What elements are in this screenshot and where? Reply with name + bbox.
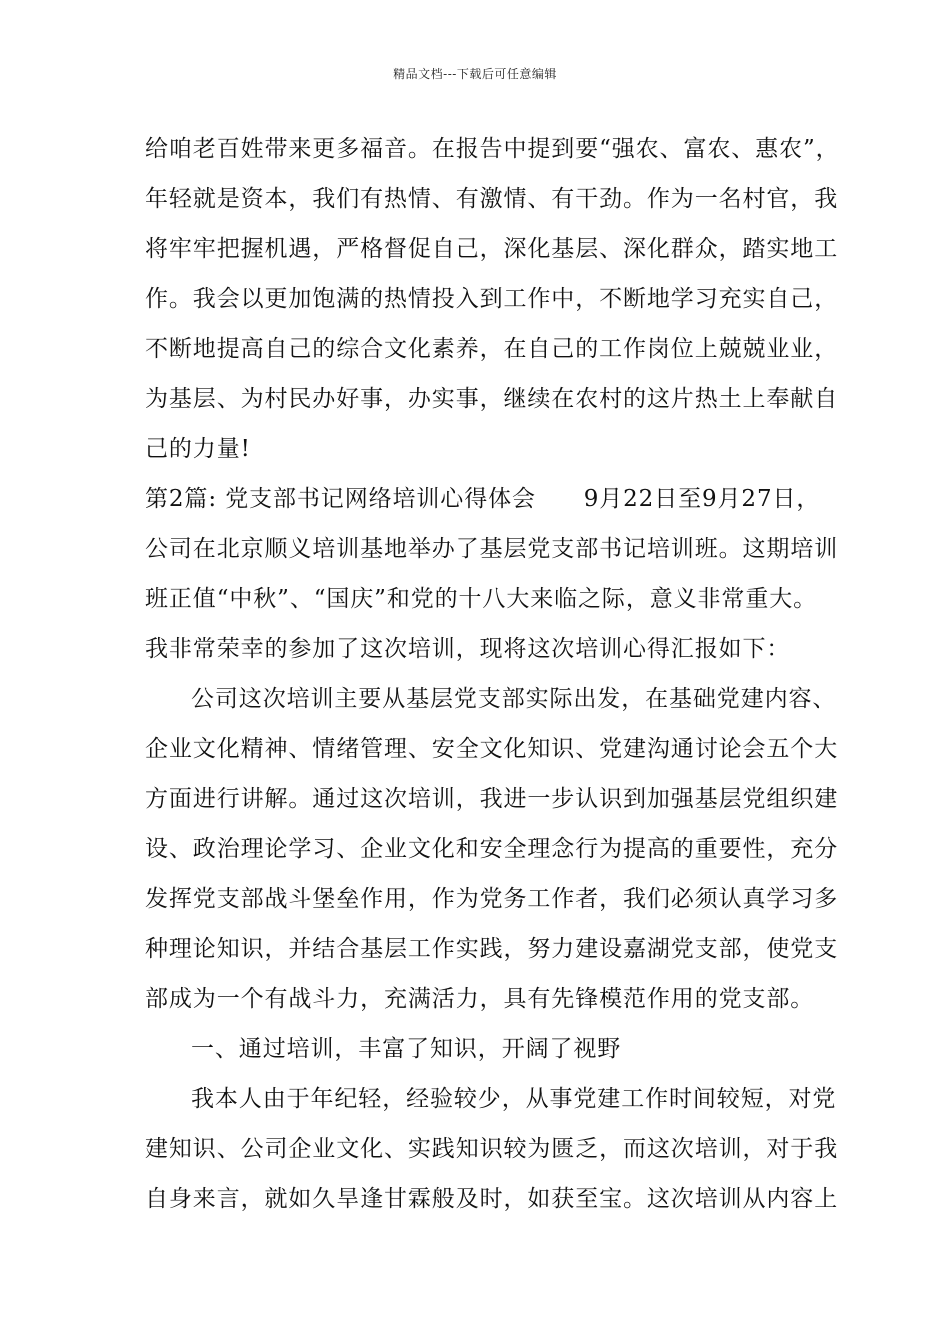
section-heading: 一、通过培训，丰富了知识，开阔了视野 [191,1036,622,1062]
text-line: 为基层、为村民办好事，办实事，继续在农村的这片热土上奉献自 [145,386,839,412]
text-line: 设、政治理论学习、企业文化和安全理念行为提高的重要性，充分 [145,836,839,862]
text-line: 年轻就是资本，我们有热情、有激情、有干劲。作为一名村官，我 [145,186,839,212]
text-line: 方面进行讲解。通过这次培训，我进一步认识到加强基层党组织建 [145,786,839,812]
text-line: 发挥党支部战斗堡垒作用，作为党务工作者，我们必须认真学习多 [145,886,839,912]
paragraph-start-line: 我本人由于年纪轻，经验较少，从事党建工作时间较短，对党 [191,1086,837,1112]
text-line: 不断地提高自己的综合文化素养，在自己的工作岗位上兢兢业业， [145,336,839,362]
text-line: 班正值“中秋”、“国庆”和党的十八大来临之际，意义非常重大。 [145,586,818,612]
text-line: 将牢牢把握机遇，严格督促自己，深化基层、深化群众，踏实地工 [145,236,839,262]
text-line: 企业文化精神、情绪管理、安全文化知识、党建沟通讨论会五个大 [145,736,839,762]
text-line: 给咱老百姓带来更多福音。在报告中提到要“强农、富农、惠农”， [145,136,840,162]
text-line: 己的力量! [145,436,251,462]
text-line: 自身来言，就如久旱逢甘霖般及时，如获至宝。这次培训从内容上 [145,1186,839,1212]
text-line: 种理论知识，并结合基层工作实践，努力建设嘉湖党支部，使党支 [145,936,839,962]
article-title-line: 第2篇: 党支部书记网络培训心得体会 9月22日至9月27日， [145,486,821,512]
text-line: 公司在北京顺义培训基地举办了基层党支部书记培训班。这期培训 [145,536,839,562]
document-body [145,132,840,1232]
text-line: 我非常荣幸的参加了这次培训，现将这次培训心得汇报如下： [145,636,791,662]
text-line: 建知识、公司企业文化、实践知识较为匮乏，而这次培训，对于我 [145,1136,839,1162]
text-line: 部成为一个有战斗力，充满活力，具有先锋模范作用的党支部。 [145,986,815,1012]
page-header: 精品文档---下载后可任意编辑 [393,67,557,81]
paragraph-start-line: 公司这次培训主要从基层党支部实际出发，在基础党建内容、 [191,686,837,712]
text-line: 作。我会以更加饱满的热情投入到工作中，不断地学习充实自己， [145,286,839,312]
